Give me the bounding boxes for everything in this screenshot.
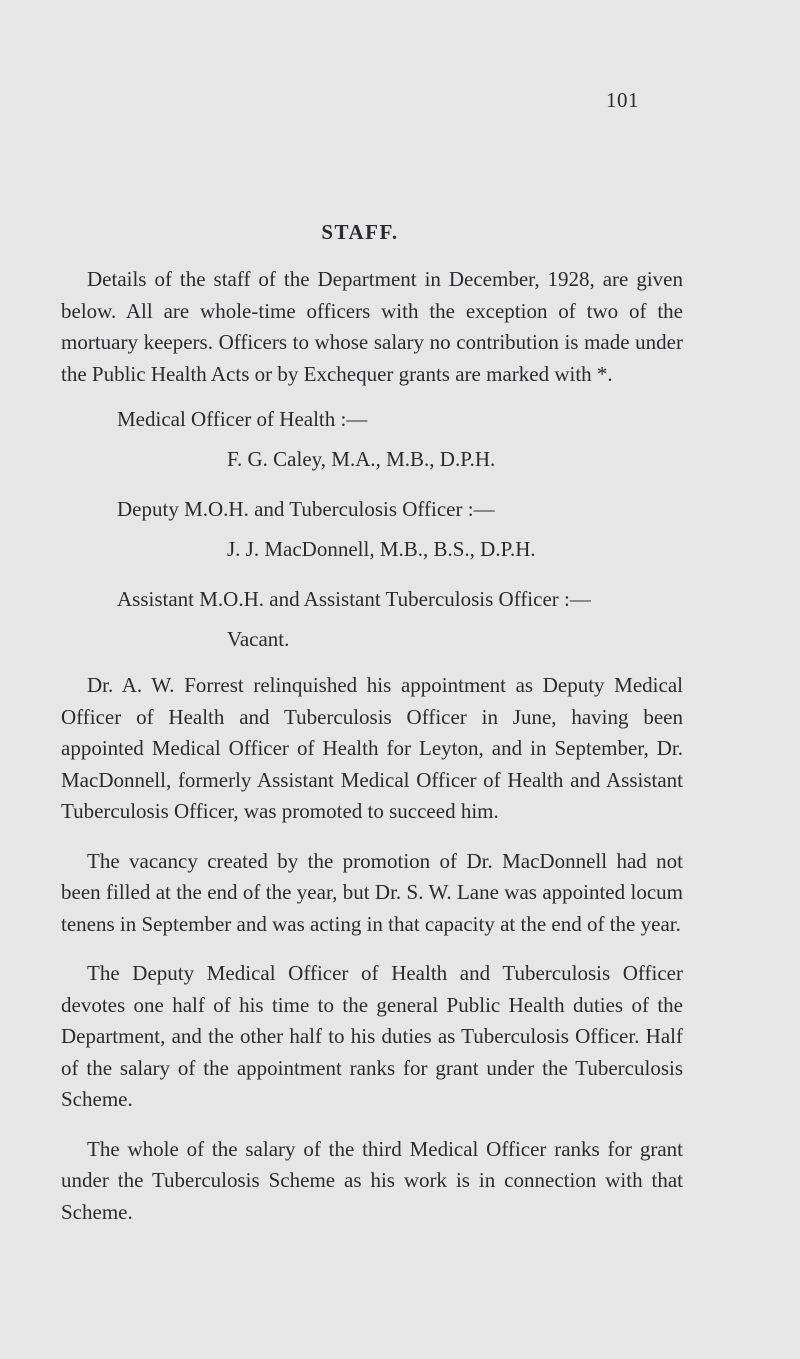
officer-title: Medical Officer of Health :—	[117, 407, 368, 431]
page-number: 101	[606, 88, 639, 112]
document-body	[61, 264, 683, 1228]
officer-name: Vacant.	[227, 627, 290, 651]
officer-name: F. G. Caley, M.A., M.B., D.P.H.	[227, 447, 496, 471]
officer-title: Assistant M.O.H. and Assistant Tuberculosis Officer :—	[117, 587, 591, 611]
intro-paragraph: Details of the staff of the Department in December, 1928, are given below. All are whole-time officers with the exception of two of the mortuary keepers. Officers to whose salary no contribution is made under the Public Health Acts or by Exchequer grants are marked with *.	[61, 267, 683, 386]
paragraph-forrest: Dr. A. W. Forrest relinquished his appointment as Deputy Medical Officer of Health and Tuberculosis Officer in June, having been appointed Medical Officer of Health for Leyton, and in September, Dr. MacDonnell, formerly Assistant Medical Officer of Health and Assistant Tuberculosis Officer, was promoted to succeed him.	[61, 673, 683, 823]
officer-name: J. J. MacDonnell, M.B., B.S., D.P.H.	[227, 537, 536, 561]
officer-title: Deputy M.O.H. and Tuberculosis Officer :—	[117, 497, 495, 521]
officer-entry-deputy	[61, 494, 683, 564]
officer-entry-moh	[61, 404, 683, 474]
paragraph-deputy-duties: The Deputy Medical Officer of Health and Tuberculosis Officer devotes one half of his time to the general Public Health duties of the Department, and the other half to his duties as Tuberculosis Officer. Half of the salary of the appointment ranks for grant under the Tuberculosis Scheme.	[61, 961, 683, 1111]
officer-entry-assistant	[61, 584, 683, 654]
officer-list	[61, 404, 683, 654]
paragraph-vacancy: The vacancy created by the promotion of Dr. MacDonnell had not been filled at the end of the year, but Dr. S. W. Lane was appointed locum tenens in September and was acting in that capacity at the end of the year.	[61, 848, 683, 936]
paragraph-third-officer: The whole of the salary of the third Medical Officer ranks for grant under the Tuberculosis Scheme as his work is in connection with that Scheme.	[61, 1136, 683, 1224]
page-title: STAFF.	[321, 220, 399, 244]
